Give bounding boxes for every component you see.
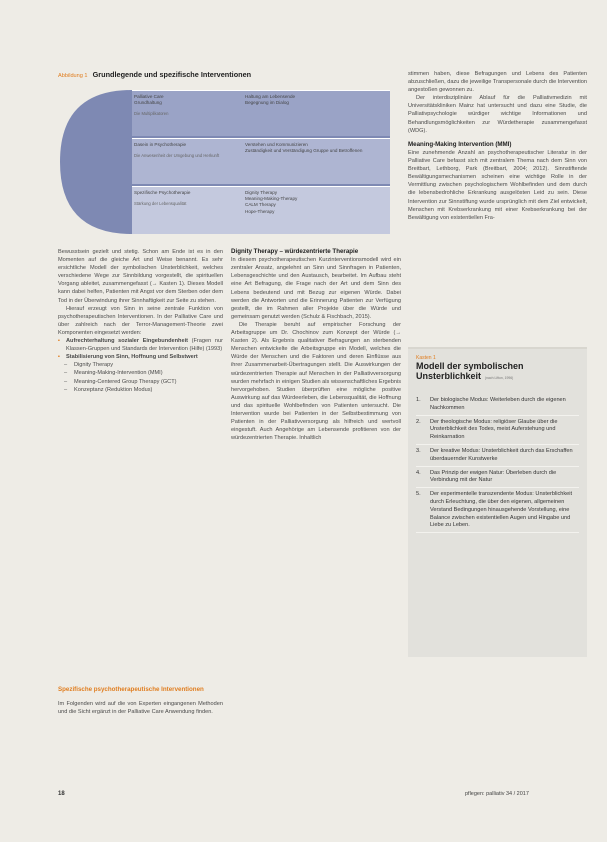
column-middle (231, 248, 401, 442)
figure-row-2-right: Verstehen und Kommunizieren Zuständigkeit und Verständigung Gruppe und Betroffenen (245, 142, 363, 154)
col1-bullet-1-rest: (Fragen nur Klassen-Gruppen und Standards der Intervention (Hilfe) (1993) (66, 338, 223, 353)
figure-row-2-left: Dasein in Psychotherapie (134, 142, 187, 147)
col1-section-heading: Spezifische psychotherapeutische Interventionen (58, 686, 204, 693)
col3-paragraph-2: Der interdisziplinäre Ablauf für die Palliativmedizin mit Universitätskliniken Mainz hat untersucht und dazu eine Studie, die Palliativpsychologie würdiger wichtige Informationen und Behandlungsmöglichkeiten zur Würdetherapie zusammengefasst (WDG). (408, 95, 587, 134)
figure-row-3-right: Dignity Therapy Meaning-Making-Therapy CALM Therapy Hope-Therapy (245, 190, 298, 214)
info-box-kasten-1 (408, 347, 587, 657)
col1-sub-bullet-2: – Meaning-Making-Intervention (MMI) (64, 370, 163, 377)
box-list-item: 4. Das Prinzip der ewigen Natur: Überleben durch die Verbindung mit der Natur (416, 470, 579, 489)
box-title-text: Modell der symbolischen Unsterblichkeit (416, 361, 524, 381)
dignity-therapy-heading: Dignity Therapy – würdezentrierte Therapie (231, 248, 359, 255)
col1-sub-bullet-4: – Konzeptanz (Reduktion Modus) (64, 386, 153, 393)
col3-paragraph-1: stimmen haben, diese Befragungen und Lebens des Patienten abzuschließen, dazu die jeweilige Transpersonale durch die Intervention angestoßen gewonnen zu. (408, 71, 587, 94)
box-list-item: 2. Der theologische Modus: religiöser Glaube über die Unsterblichkeit des Todes, meist Auferstehung und Reinkarnation (416, 419, 579, 445)
col1-section-text: Im Folgenden wird auf die von Experten eingangenen Methoden und die Sicht ergänzt in der Palliative Care Anwendung finden. (58, 701, 223, 716)
column-left-bottom (58, 686, 223, 716)
box-source: (nach Lifton, 1996) (485, 376, 514, 380)
col1-sub-bullet-3: – Meaning-Centered Group Therapy (GCT) (64, 378, 177, 385)
column-right (408, 70, 587, 222)
figure-row-2 (132, 138, 390, 185)
page-number: 18 (58, 791, 65, 797)
box-list-item: 1. Der biologische Modus: Weiterleben durch die eigenen Nachkommen (416, 397, 579, 416)
col1-bullet-1: ▪ Aufrechterhaltung sozialer Eingebundenheit (Fragen nur Klassen-Gruppen und Standards der Intervention (Hilfe) (1993) (58, 338, 223, 353)
box-list (416, 397, 579, 533)
figure-title-text: Grundlegende und spezifische Interventionen (92, 70, 252, 79)
figure-row-3-left-sub: Stärkung der Lebensqualität (134, 201, 187, 207)
figure-row-1-left: Palliative Care Grundhaltung (134, 94, 164, 106)
figure-row-1-left-sub: Die Multiplikatoren (134, 111, 169, 117)
box-list-item: 3. Der kreative Modus: Unsterblichkeit durch das Erschaffen überdauernder Kunstwerke (416, 448, 579, 467)
box-label: Kasten 1 (416, 355, 436, 361)
col1-bullet-2-bold: Stabilisierung von Sinn, Hoffnung und Selbstwert (66, 354, 198, 361)
figure-row-1 (132, 90, 390, 137)
figure-label: Abbildung 1 (58, 73, 88, 79)
figure-row-3 (132, 186, 390, 235)
journal-footer: pflegen: palliativ 34 / 2017 (465, 791, 529, 797)
col1-sub-bullet-1: – Dignity Therapy (64, 362, 114, 369)
col1-bullet-list (58, 337, 223, 361)
figure-row-3-left: Spezifische Psychotherapie (134, 190, 191, 195)
col1-bullet-2: ▪ Stabilisierung von Sinn, Hoffnung und Selbstwert (58, 354, 198, 361)
col1-paragraph-2: Hierauf erzeugt von Sinn in seine zentrale Funktion von psychotherapeutischen Interventionen. In der Palliative Care und über zahlreich nach der Terror-Management-Theorie zwei Komponenten eingesetzt werden: (58, 305, 223, 336)
figure-row-1-right: Haltung am Lebensende Begegnung im Dialog (245, 94, 296, 106)
column-left (58, 248, 223, 394)
box-list-item: 5. Der experimentelle transzendente Modus: Unsterblichkeit durch Erleuchtung, die über den eigenen, allgemeinen Verstand Bedingungen hinausgehende Vorstellung, eine Balance zwischen existentiellen Augen und Hingabe und Liebe zu Leben. (416, 491, 579, 533)
mmi-heading: Meaning-Making Intervention (MMI) (408, 140, 512, 148)
col2-paragraph-2: Die Therapie beruht auf empirischer Forschung der Arbeitsgruppe um Dr. Chochinov zum Konzept der Würde (→ Kasten 2). Als Ergebnis qualitativer Befragungen an sterbenden Menschen entwickelte die Arbeitsgruppe ein Modell, welches die Würde der Menschen und die Faktoren und deren Einflüsse aus ihrer Zusammenarbeit-Übertragungen stellt. Die Auswirkungen der würdezentrierten Therapie auf Menschen in der Palliativversorgung wurden mehrfach in einigen Studien als wissenschaftliches Ergebnis hervorgehoben. Studien überprüften eine mögliche positive Auswirkung auf das Würdeerleben, die Lebensqualität, die Hoffnung und das spirituelle Wohlbefinden von Patienten untersucht. Die Intervention wurde bei Patienten in der Selbstbestimmung von Patienten in der Palliativversorgung als hilfreich und wertvoll eingestuft. Auch Angehörige am Lebensende profitieren von der würdezentrierten Therapie. Inhaltlich (231, 321, 401, 442)
col1-sub-bullet-list (58, 361, 223, 393)
box-title (416, 361, 587, 383)
col1-paragraph-1: Bewusstsein gezielt und stetig. Schon am Ende ist es in den Momenten auf die gleiche Art und Weise benannt. Es sehr ersichtliche Modell der symbolischen Unsterblichkeit, welches verschiedene Wege zur Sinnbildung vorgestellt, die spirituellen Vorgang ableitet, zusammengefasst (→ Kasten 1). Dieses Modell kann dabei helfen, Patienten mit Angst vor dem Sterben oder dem Tod in der Überwindung ihrer Sinnhaftigkeit zur Seite zu stehen. (58, 249, 223, 304)
col2-paragraph-1: In diesem psychotherapeutischen Kurzinterventionsmodell wird ein zentraler Ansatz, angelehnt an Sinn und Sinnfragen in Patienten, Lebensgeschichte und den Austausch, bearbeitet. Im Aufbau steht eine Art Befragung, die Frage nach der Art und dem Sinn des Lebens bedeutend und mit Bezug zur eigenen Würde. Dabei werden die Antworten und die Erinnerung Patienten zur Verfügung gestellt, die im Rahmen aller Projekte über die Würde und gemeinsam genutzt werden (Schulz & Fischbach, 2015). (231, 257, 401, 320)
figure-interventions (58, 70, 398, 245)
figure-title (58, 70, 398, 79)
col3-mmi-text: Eine zunehmende Anzahl an psychotherapeutischer Literatur in der Palliative Care befasst sich mit zentralem Thema nach dem Sinn von Breitbart, Lethborg, Park (Breitbart, 2004; 2012). Sinnstiftende Bewältigungsmechanismen scheinen eine wichtige Rolle in der Vermittlung zwischen psychologischem Wohlbefinden und dem durch die lebensbedrohliche Erkrankung ausgelösten Leid zu sein. Diese Intervention zur Sinnstiftung wurde ursprünglich mit dem Ziel entwickelt, Menschen mit Krebserkrankung mit einer Krebserkrankung bei der Bewältigung von existentiellen Fra- (408, 149, 587, 221)
col1-bullet-1-bold: Aufrechterhaltung sozialer Eingebundenheit (66, 338, 188, 345)
figure-row-2-left-sub: Die Anwesenheit der Umgebung und Herkunft (134, 153, 220, 159)
